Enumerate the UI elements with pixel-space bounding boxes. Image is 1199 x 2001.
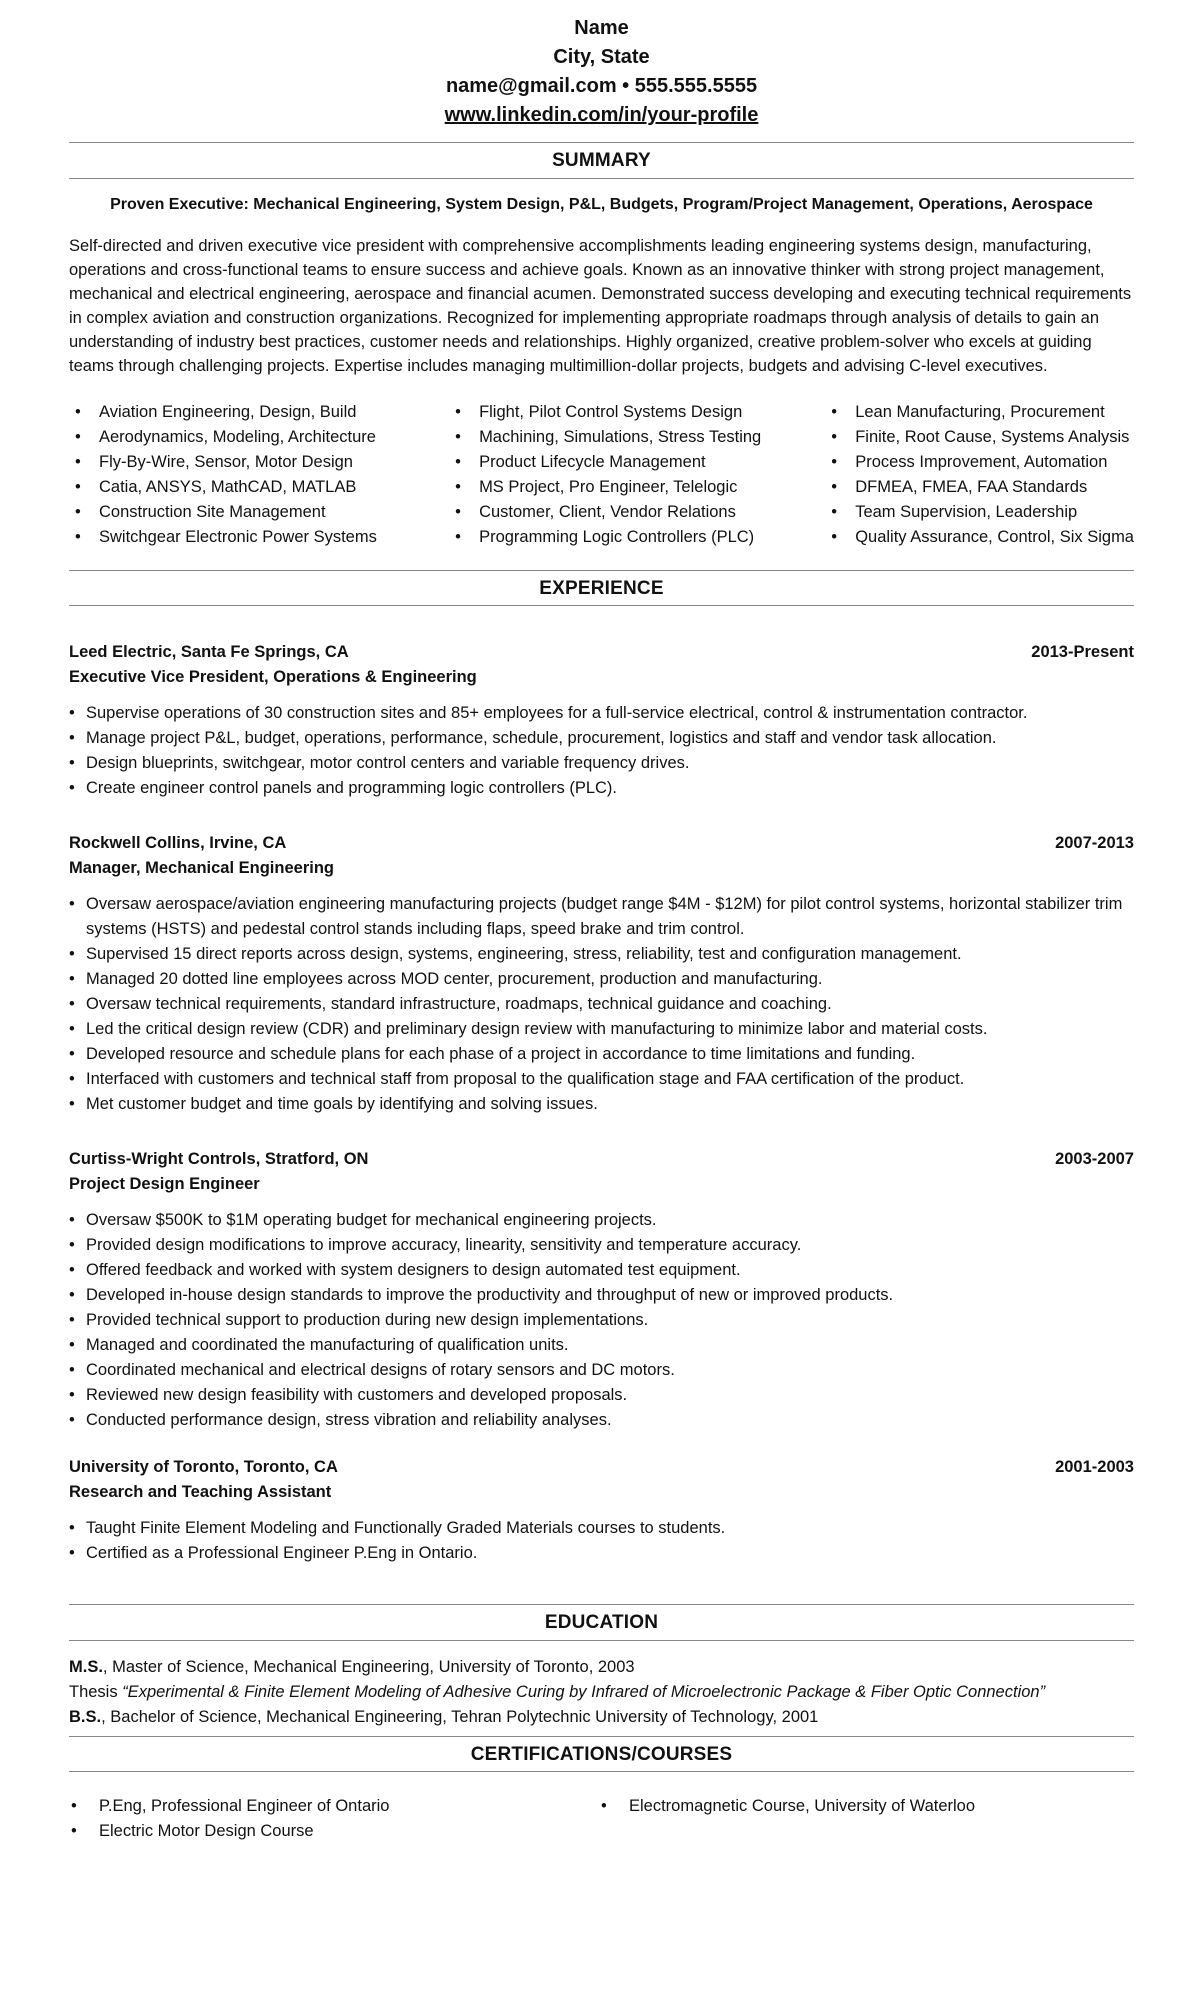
thesis-title: “Experimental & Finite Element Modeling of Adhesive Curing by Infrared of Microelectronic Package & Fiber Optic Connection” — [122, 1682, 1046, 1701]
skill-item: • Customer, Client, Vendor Relations — [479, 500, 825, 525]
certification-item: • Electromagnetic Course, University of Waterloo — [629, 1794, 975, 1819]
job-bullet: • Developed in-house design standards to improve the productivity and throughput of new or improved products. — [86, 1283, 1134, 1308]
job-dates: 2003-2007 — [1055, 1150, 1134, 1169]
job-header — [69, 831, 1134, 856]
degree-ms: M.S. — [69, 1657, 103, 1676]
job-dates: 2001-2003 — [1055, 1458, 1134, 1477]
job-entry — [69, 640, 1134, 801]
job-bullets — [69, 701, 1134, 801]
linkedin-link[interactable]: www.linkedin.com/in/your-profile — [444, 104, 759, 126]
skill-item: • Team Supervision, Leadership — [855, 500, 1134, 525]
job-bullets — [69, 1516, 1134, 1566]
job-header — [69, 1147, 1134, 1172]
job-bullet: • Create engineer control panels and programming logic controllers (PLC). — [86, 776, 1134, 801]
skill-item: • Catia, ANSYS, MathCAD, MATLAB — [99, 475, 449, 500]
certifications-column-1 — [69, 1794, 599, 1844]
resume-header — [69, 14, 1134, 130]
skills-column-2 — [449, 400, 825, 550]
job-bullet: • Manage project P&L, budget, operations, performance, schedule, procurement, logistics and staff and vendor task allocation. — [86, 726, 1134, 751]
job-dates: 2007-2013 — [1055, 834, 1134, 853]
skill-item: • Process Improvement, Automation — [855, 450, 1134, 475]
job-bullet: • Coordinated mechanical and electrical designs of rotary sensors and DC motors. — [86, 1358, 1134, 1383]
skill-item: • Fly-By-Wire, Sensor, Motor Design — [99, 450, 449, 475]
job-bullet: • Developed resource and schedule plans for each phase of a project in accordance to time limitations and funding. — [86, 1042, 1134, 1067]
job-header — [69, 1455, 1134, 1480]
candidate-location: City, State — [553, 46, 650, 68]
job-bullets — [69, 892, 1134, 1117]
job-bullets — [69, 1208, 1134, 1433]
job-bullet: • Offered feedback and worked with system designers to design automated test equipment. — [86, 1258, 1134, 1283]
job-title: Executive Vice President, Operations & Engineering — [69, 668, 477, 687]
section-heading-certifications: CERTIFICATIONS/COURSES — [69, 1736, 1134, 1773]
skill-item: • Finite, Root Cause, Systems Analysis — [855, 425, 1134, 450]
skill-item: • Programming Logic Controllers (PLC) — [479, 525, 825, 550]
job-company: University of Toronto, Toronto, CA — [69, 1458, 338, 1477]
skill-item: • Flight, Pilot Control Systems Design — [479, 400, 825, 425]
job-entry — [69, 1455, 1134, 1566]
degree-bs: B.S. — [69, 1707, 102, 1726]
job-bullet: • Supervise operations of 30 construction sites and 85+ employees for a full-service electrical, control & instrumentation contractor. — [86, 701, 1134, 726]
job-bullet: • Supervised 15 direct reports across design, systems, engineering, stress, reliability, test and configuration management. — [86, 942, 1134, 967]
skills-column-1 — [69, 400, 449, 550]
degree-bs-detail: , Bachelor of Science, Mechanical Engineering, Tehran Polytechnic University of Technology, 2001 — [101, 1707, 819, 1726]
job-title: Project Design Engineer — [69, 1175, 260, 1194]
contact-line: name@gmail.com • 555.555.5555 — [445, 75, 758, 97]
skill-item: • MS Project, Pro Engineer, Telelogic — [479, 475, 825, 500]
summary-paragraph: Self-directed and driven executive vice president with comprehensive accomplishments leading engineering systems design, manufacturing, operations and cross-functional teams to ensure success and achieve goals. Known as an innovative thinker with strong project management, mechanical and electrical engineering, aerospace and financial acumen. Demonstrated success developing and executing technical requirements in complex aviation and construction organizations. Recognized for implementing appropriate roadmaps through analysis of details to gain an understanding of industry best practices, customer needs and relationships. Highly organized, creative problem-solver who excels at guiding teams through challenging projects. Expertise includes managing multimillion-dollar projects, budgets and advising C-level executives. — [69, 236, 1132, 375]
job-title: Research and Teaching Assistant — [69, 1483, 332, 1502]
job-header — [69, 640, 1134, 665]
certification-item: • Electric Motor Design Course — [99, 1819, 599, 1844]
education-ms — [69, 1655, 1134, 1680]
education-bs — [69, 1705, 1134, 1730]
summary-tagline: Proven Executive: Mechanical Engineering, System Design, P&L, Budgets, Program/Project Management, Operations, Aerospace — [110, 195, 1093, 213]
skill-item: • Lean Manufacturing, Procurement — [855, 400, 1134, 425]
skill-item: • Switchgear Electronic Power Systems — [99, 525, 449, 550]
job-company: Leed Electric, Santa Fe Springs, CA — [69, 643, 349, 662]
resume-page — [69, 14, 1134, 1844]
skill-item: • Product Lifecycle Management — [479, 450, 825, 475]
degree-ms-detail: , Master of Science, Mechanical Engineering, University of Toronto, 2003 — [102, 1657, 635, 1676]
skill-item: • Quality Assurance, Control, Six Sigma — [855, 525, 1134, 550]
section-heading-experience: EXPERIENCE — [69, 570, 1134, 607]
certifications-column-2 — [599, 1794, 975, 1844]
job-bullet: • Provided technical support to production during new design implementations. — [86, 1308, 1134, 1333]
job-bullet: • Conducted performance design, stress vibration and reliability analyses. — [86, 1408, 1134, 1433]
skill-item: • Aviation Engineering, Design, Build — [99, 400, 449, 425]
job-entry — [69, 831, 1134, 1117]
job-bullet: • Interfaced with customers and technical staff from proposal to the qualification stage and FAA certification of the product. — [86, 1067, 1134, 1092]
job-bullet: • Oversaw technical requirements, standard infrastructure, roadmaps, technical guidance and coaching. — [86, 992, 1134, 1017]
education-thesis — [69, 1680, 1134, 1705]
section-heading-education: EDUCATION — [69, 1604, 1134, 1641]
education-block — [69, 1655, 1134, 1730]
job-entry — [69, 1147, 1134, 1433]
job-bullet: • Certified as a Professional Engineer P.Eng in Ontario. — [86, 1541, 1134, 1566]
skill-item: • Machining, Simulations, Stress Testing — [479, 425, 825, 450]
job-bullet: • Managed 20 dotted line employees across MOD center, procurement, production and manufacturing. — [86, 967, 1134, 992]
job-company: Curtiss-Wright Controls, Stratford, ON — [69, 1150, 369, 1169]
job-bullet: • Oversaw aerospace/aviation engineering manufacturing projects (budget range $4M - $12M) for pilot control systems, horizontal stabilizer trim systems (HSTS) and pedestal control stands including flaps, speed brake and trim control. — [86, 892, 1134, 942]
skills-column-3 — [825, 400, 1134, 550]
skill-item: • Aerodynamics, Modeling, Architecture — [99, 425, 449, 450]
skill-item: • Construction Site Management — [99, 500, 449, 525]
certifications-list — [69, 1794, 1134, 1844]
job-bullet: • Reviewed new design feasibility with customers and developed proposals. — [86, 1383, 1134, 1408]
job-dates: 2013-Present — [1031, 643, 1134, 662]
job-company: Rockwell Collins, Irvine, CA — [69, 834, 287, 853]
job-title: Manager, Mechanical Engineering — [69, 859, 334, 878]
job-bullet: • Design blueprints, switchgear, motor control centers and variable frequency drives. — [86, 751, 1134, 776]
skill-item: • DFMEA, FMEA, FAA Standards — [855, 475, 1134, 500]
job-bullet: • Met customer budget and time goals by identifying and solving issues. — [86, 1092, 1134, 1117]
job-bullet: • Oversaw $500K to $1M operating budget for mechanical engineering projects. — [86, 1208, 1134, 1233]
job-bullet: • Managed and coordinated the manufacturing of qualification units. — [86, 1333, 1134, 1358]
candidate-name: Name — [574, 17, 629, 39]
job-bullet: • Led the critical design review (CDR) and preliminary design review with manufacturing to minimize labor and material costs. — [86, 1017, 1134, 1042]
certification-item: • P.Eng, Professional Engineer of Ontario — [99, 1794, 599, 1819]
job-bullet: • Taught Finite Element Modeling and Functionally Graded Materials courses to students. — [86, 1516, 1134, 1541]
thesis-label: Thesis — [69, 1682, 123, 1701]
skills-grid — [69, 400, 1134, 550]
section-heading-summary: SUMMARY — [69, 142, 1134, 179]
job-bullet: • Provided design modifications to improve accuracy, linearity, sensitivity and temperature accuracy. — [86, 1233, 1134, 1258]
